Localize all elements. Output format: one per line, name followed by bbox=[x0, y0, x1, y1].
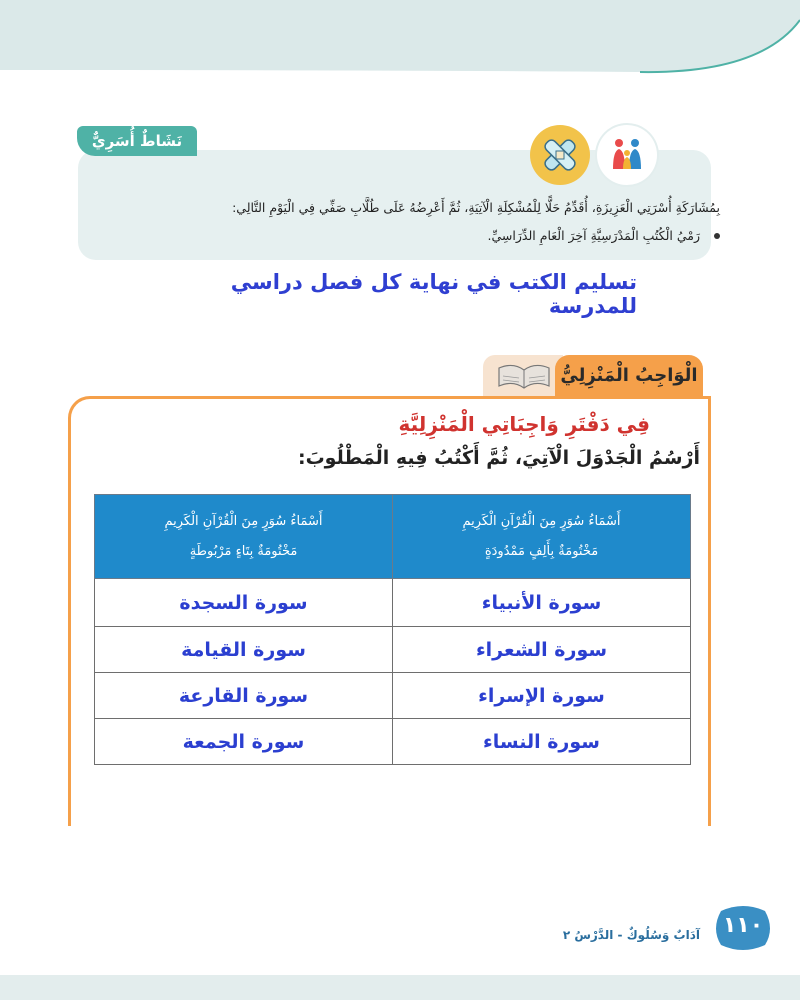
table-cell: سورة الشعراء bbox=[393, 627, 691, 673]
handwritten-answer: تسليم الكتب في نهاية كل فصل دراسي للمدرسة bbox=[230, 270, 637, 318]
table-row bbox=[95, 627, 691, 673]
table-cell: سورة الإسراء bbox=[393, 673, 691, 719]
footer-lesson-label: آدَابٌ وَسُلُوكٌ - الدَّرْسُ ٢ bbox=[562, 928, 700, 942]
table-row bbox=[95, 673, 691, 719]
homework-instruction: أَرْسُمُ الْجَدْوَلَ الْآتِيَ، ثُمَّ أَكْتُبُ فِيهِ الْمَطْلُوبَ: bbox=[297, 447, 700, 469]
bottom-strip bbox=[0, 975, 800, 1000]
bullet-dot bbox=[714, 233, 720, 239]
page-number: ١١٠ bbox=[722, 913, 764, 938]
activity-intro-text: بِمُشَارَكَةِ أُسْرَتِي الْعَزِيزَةِ، أُقَدِّمُ حَلًّا لِلْمُشْكِلَةِ الْآتِيَةِ، ثُمَّ أَعْرِضُهُ عَلَى طُلَّابِ صَفِّي فِي الْيَوْمِ التَّالِي: bbox=[232, 200, 720, 215]
table-cell: سورة القارعة bbox=[95, 673, 393, 719]
table-row bbox=[95, 579, 691, 627]
open-book-icon bbox=[495, 358, 553, 392]
table-header-row bbox=[95, 495, 691, 579]
top-decorative-curve bbox=[0, 0, 800, 92]
family-activity-tag: نَشَاطٌ أُسَرِيٌّ bbox=[77, 126, 197, 156]
table-cell: سورة الأنبياء bbox=[393, 579, 691, 627]
activity-bullet-text: رَمْيُ الْكُتُبِ الْمَدْرَسِيَّةِ آخِرَ الْعَامِ الدِّرَاسِيِّ. bbox=[487, 228, 700, 243]
table-cell: سورة النساء bbox=[393, 719, 691, 765]
table-row bbox=[95, 719, 691, 765]
table-cell: سورة القيامة bbox=[95, 627, 393, 673]
bandage-icon bbox=[530, 125, 590, 185]
table-cell: سورة الجمعة bbox=[95, 719, 393, 765]
table-header-taa: أَسْمَاءُ سُوَرٍ مِنَ الْقُرْآنِ الْكَرِيمِ مَخْتُومَةٌ بِتَاءٍ مَرْبُوطَةٍ bbox=[95, 495, 393, 579]
homework-tag: الْوَاجِبُ الْمَنْزِلِيُّ bbox=[555, 355, 703, 397]
notebook-heading: فِي دَفْتَرِ وَاجِبَاتِي الْمَنْزِلِيَّةِ bbox=[398, 412, 650, 436]
family-icon bbox=[597, 125, 657, 185]
table-cell: سورة السجدة bbox=[95, 579, 393, 627]
surah-table bbox=[94, 494, 691, 765]
table-header-alif: أَسْمَاءُ سُوَرٍ مِنَ الْقُرْآنِ الْكَرِيمِ مَخْتُومَةٌ بِأَلِفٍ مَمْدُودَةٍ bbox=[393, 495, 691, 579]
